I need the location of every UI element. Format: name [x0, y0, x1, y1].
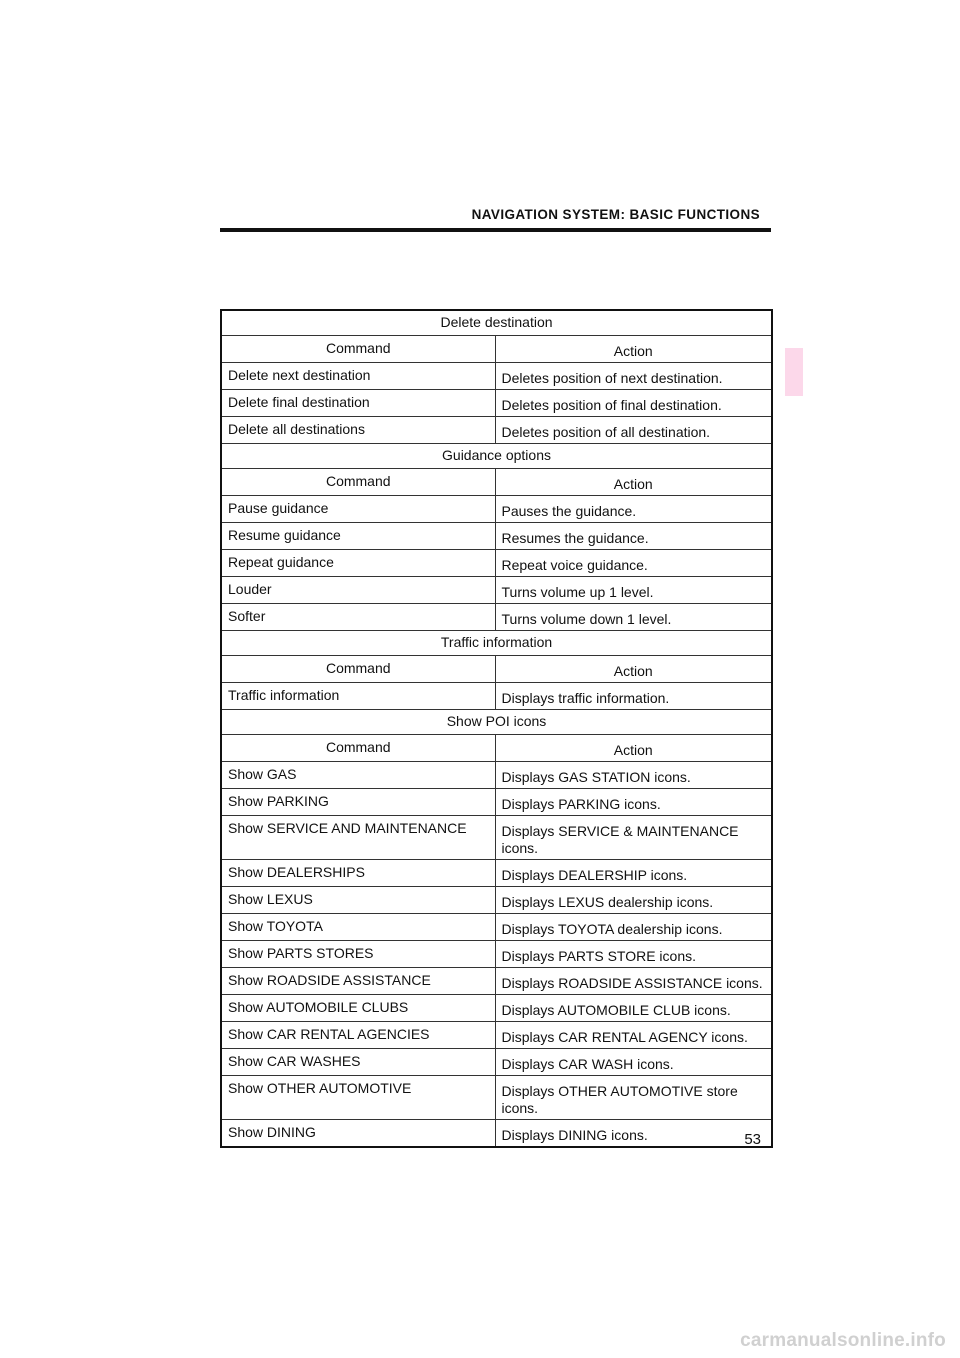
command-cell: Show GAS	[221, 762, 495, 789]
table-row	[221, 550, 772, 577]
command-cell: Traffic information	[221, 683, 495, 710]
action-cell: Displays TOYOTA dealership icons.	[495, 914, 772, 941]
page-number: 53	[744, 1131, 761, 1148]
table-row	[221, 887, 772, 914]
header-rule	[220, 228, 771, 232]
command-cell: Delete next destination	[221, 363, 495, 390]
command-cell: Resume guidance	[221, 523, 495, 550]
command-cell: Show DINING	[221, 1120, 495, 1148]
column-header-row	[221, 336, 772, 363]
section-title-row	[221, 444, 772, 469]
section-tab-marker	[785, 348, 803, 396]
command-cell: Show CAR RENTAL AGENCIES	[221, 1022, 495, 1049]
command-column-header: Command	[221, 656, 495, 683]
table-row	[221, 816, 772, 860]
command-cell: Delete final destination	[221, 390, 495, 417]
table-row	[221, 417, 772, 444]
action-cell: Displays AUTOMOBILE CLUB icons.	[495, 995, 772, 1022]
action-column-header: Action	[495, 336, 772, 363]
command-cell: Show PARKING	[221, 789, 495, 816]
table-row	[221, 1076, 772, 1120]
action-column-header: Action	[495, 735, 772, 762]
voice-command-table	[220, 309, 773, 1148]
action-cell: Displays DEALERSHIP icons.	[495, 860, 772, 887]
section-title: Guidance options	[221, 444, 772, 469]
section-title: Traffic information	[221, 631, 772, 656]
watermark: carmanualsonline.info	[740, 1330, 946, 1351]
table-row	[221, 496, 772, 523]
column-header-row	[221, 469, 772, 496]
page-header-title: NAVIGATION SYSTEM: BASIC FUNCTIONS	[471, 207, 760, 222]
section-title-row	[221, 310, 772, 336]
command-cell: Show AUTOMOBILE CLUBS	[221, 995, 495, 1022]
table-row	[221, 860, 772, 887]
table-row	[221, 1049, 772, 1076]
command-cell: Show OTHER AUTOMOTIVE	[221, 1076, 495, 1120]
table-row	[221, 577, 772, 604]
action-cell: Displays PARTS STORE icons.	[495, 941, 772, 968]
action-cell: Pauses the guidance.	[495, 496, 772, 523]
table-row	[221, 941, 772, 968]
action-column-header: Action	[495, 469, 772, 496]
action-cell: Displays OTHER AUTOMOTIVE store icons.	[495, 1076, 772, 1120]
command-cell: Show CAR WASHES	[221, 1049, 495, 1076]
table-row	[221, 995, 772, 1022]
action-cell: Displays PARKING icons.	[495, 789, 772, 816]
action-cell: Resumes the guidance.	[495, 523, 772, 550]
command-cell: Show PARTS STORES	[221, 941, 495, 968]
table-row	[221, 1022, 772, 1049]
command-cell: Show DEALERSHIPS	[221, 860, 495, 887]
table-row	[221, 1120, 772, 1148]
action-cell: Turns volume down 1 level.	[495, 604, 772, 631]
table-row	[221, 363, 772, 390]
section-title: Delete destination	[221, 310, 772, 336]
action-cell: Displays LEXUS dealership icons.	[495, 887, 772, 914]
command-cell: Show LEXUS	[221, 887, 495, 914]
table-row	[221, 968, 772, 995]
table-row	[221, 604, 772, 631]
action-cell: Deletes position of final destination.	[495, 390, 772, 417]
table-row	[221, 523, 772, 550]
command-column-header: Command	[221, 735, 495, 762]
table-row	[221, 390, 772, 417]
action-cell: Displays GAS STATION icons.	[495, 762, 772, 789]
action-cell: Repeat voice guidance.	[495, 550, 772, 577]
action-cell: Displays SERVICE & MAINTENANCE icons.	[495, 816, 772, 860]
command-cell: Show TOYOTA	[221, 914, 495, 941]
table-row	[221, 762, 772, 789]
action-cell: Displays DINING icons.	[495, 1120, 772, 1148]
action-cell: Displays CAR RENTAL AGENCY icons.	[495, 1022, 772, 1049]
section-title-row	[221, 710, 772, 735]
action-cell: Displays ROADSIDE ASSISTANCE icons.	[495, 968, 772, 995]
command-cell: Show SERVICE AND MAINTENANCE	[221, 816, 495, 860]
command-cell: Louder	[221, 577, 495, 604]
command-cell: Softer	[221, 604, 495, 631]
table-row	[221, 683, 772, 710]
command-cell: Delete all destinations	[221, 417, 495, 444]
table-row	[221, 914, 772, 941]
section-title: Show POI icons	[221, 710, 772, 735]
action-cell: Turns volume up 1 level.	[495, 577, 772, 604]
action-column-header: Action	[495, 656, 772, 683]
action-cell: Deletes position of all destination.	[495, 417, 772, 444]
action-cell: Displays CAR WASH icons.	[495, 1049, 772, 1076]
command-column-header: Command	[221, 469, 495, 496]
table-row	[221, 789, 772, 816]
command-cell: Pause guidance	[221, 496, 495, 523]
action-cell: Deletes position of next destination.	[495, 363, 772, 390]
command-column-header: Command	[221, 336, 495, 363]
command-cell: Show ROADSIDE ASSISTANCE	[221, 968, 495, 995]
column-header-row	[221, 656, 772, 683]
command-cell: Repeat guidance	[221, 550, 495, 577]
action-cell: Displays traffic information.	[495, 683, 772, 710]
section-title-row	[221, 631, 772, 656]
column-header-row	[221, 735, 772, 762]
